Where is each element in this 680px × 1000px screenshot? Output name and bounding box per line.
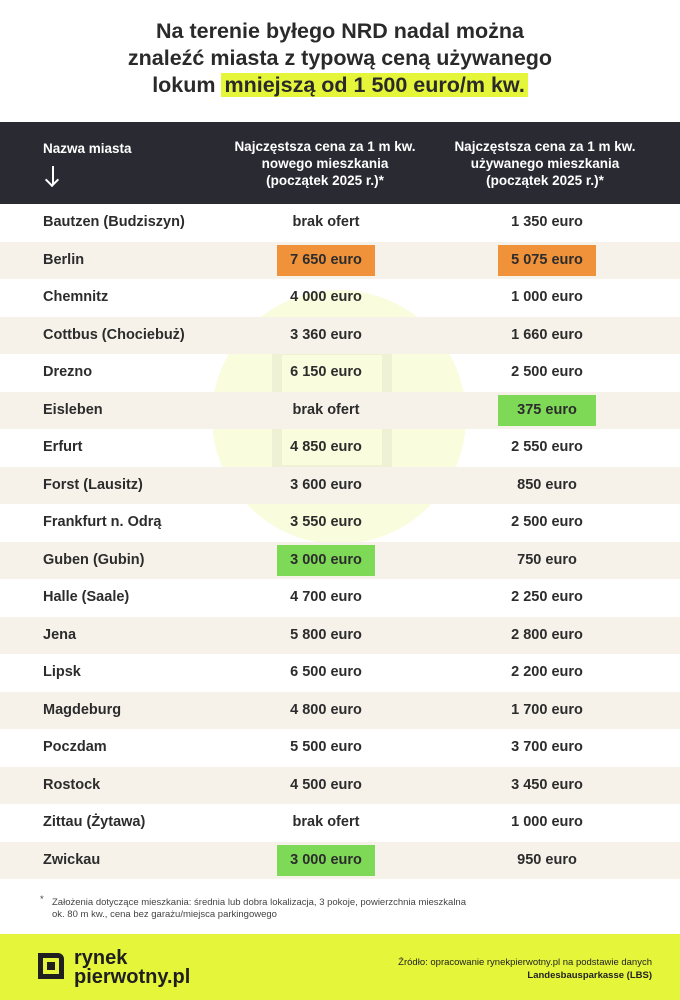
table-row <box>0 692 680 730</box>
city-name: Erfurt <box>43 439 83 455</box>
used-price: 3 700 euro <box>511 739 583 755</box>
source-line-2: Landesbausparkasse (LBS) <box>527 970 652 981</box>
footer <box>0 934 680 1000</box>
table-row <box>0 654 680 692</box>
city-name: Bautzen (Budziszyn) <box>43 214 185 230</box>
city-name: Guben (Gubin) <box>43 551 145 568</box>
used-price: 1 350 euro <box>511 214 583 230</box>
header-used-line-1: Najczęstsza cena za 1 m kw. <box>454 139 636 154</box>
header-new-line-1: Najczęstsza cena za 1 m kw. <box>234 139 416 154</box>
arrow-down-icon <box>52 166 54 184</box>
table-row <box>0 579 680 617</box>
new-price: 4 700 euro <box>290 589 362 605</box>
used-price: 1 000 euro <box>511 814 583 830</box>
logo-text-line-1: rynek <box>74 947 128 969</box>
city-name: Frankfurt n. Odrą <box>43 514 162 530</box>
city-name: Poczdam <box>43 739 107 755</box>
used-price: 1 660 euro <box>511 326 583 343</box>
table-row <box>0 392 680 430</box>
table-row <box>0 767 680 805</box>
city-name: Zittau (Żytawa) <box>43 814 146 830</box>
title-highlight: mniejszą od 1 500 euro/m kw. <box>221 73 527 97</box>
new-price: brak ofert <box>292 814 360 830</box>
table-row <box>0 242 680 280</box>
city-name: Rostock <box>43 776 101 793</box>
city-name: Halle (Saale) <box>43 589 130 605</box>
used-price-max: 5 075 euro <box>498 245 596 276</box>
city-name: Zwickau <box>43 851 101 868</box>
new-price: 4 800 euro <box>290 701 362 718</box>
new-price: 4 500 euro <box>290 776 362 793</box>
footnote <box>40 894 562 921</box>
table-row <box>0 804 680 842</box>
used-price: 2 550 euro <box>511 439 583 455</box>
page-title <box>0 18 680 99</box>
new-price: 3 600 euro <box>290 476 362 493</box>
logo-text-line-2: pierwotny.pl <box>74 966 191 988</box>
table-row <box>0 617 680 655</box>
city-name: Berlin <box>43 251 85 268</box>
footnote-line-1: Założenia dotyczące mieszkania: średnia lub dobra lokalizacja, 3 pokoje, powierzchnia mieszkalna <box>52 897 466 908</box>
table-row <box>0 279 680 317</box>
city-name: Jena <box>43 626 77 643</box>
new-price: 4 850 euro <box>290 439 362 455</box>
table-row <box>0 842 680 880</box>
used-price: 3 450 euro <box>511 776 583 793</box>
new-price-min: 3 000 euro <box>277 845 375 876</box>
footnote-star: * <box>40 894 44 905</box>
table-row <box>0 542 680 580</box>
new-price-min: 3 000 euro <box>277 545 375 576</box>
header-used-line-2: używanego mieszkania <box>470 156 620 171</box>
new-price: 3 550 euro <box>290 514 362 530</box>
used-price: 2 500 euro <box>511 514 583 530</box>
header-city: Nazwa miasta <box>43 141 132 156</box>
source-note <box>398 956 652 982</box>
new-price: brak ofert <box>292 401 360 418</box>
used-price: 1 700 euro <box>511 701 583 718</box>
city-name: Lipsk <box>43 664 81 680</box>
city-name: Eisleben <box>43 401 103 418</box>
used-price: 850 euro <box>517 476 577 493</box>
used-price: 1 000 euro <box>511 289 583 305</box>
new-price: brak ofert <box>292 214 360 230</box>
table-row <box>0 354 680 392</box>
header-new-line-2: nowego mieszkania <box>261 156 389 171</box>
new-price: 5 800 euro <box>290 626 362 643</box>
used-price: 2 500 euro <box>511 364 583 380</box>
new-price: 5 500 euro <box>290 739 362 755</box>
city-name: Cottbus (Chociebuż) <box>43 326 185 343</box>
source-line-1: Źródło: opracowanie rynekpierwotny.pl na podstawie danych <box>398 957 652 968</box>
table-row <box>0 729 680 767</box>
used-price: 2 200 euro <box>511 664 583 680</box>
header-used-price <box>445 138 645 189</box>
used-price: 950 euro <box>517 851 577 868</box>
table-row <box>0 317 680 355</box>
city-name: Magdeburg <box>43 701 122 718</box>
new-price: 6 150 euro <box>290 364 362 380</box>
table-row <box>0 204 680 242</box>
new-price: 3 360 euro <box>290 326 362 343</box>
header-new-price <box>225 138 425 189</box>
footnote-line-2: ok. 80 m kw., cena bez garażu/miejsca parkingowego <box>52 909 277 920</box>
new-price: 4 000 euro <box>290 289 362 305</box>
new-price-max: 7 650 euro <box>277 245 375 276</box>
header-used-line-3: (początek 2025 r.)* <box>486 173 604 188</box>
table-row <box>0 504 680 542</box>
table-body <box>0 204 680 879</box>
used-price: 750 euro <box>517 551 577 568</box>
title-line-3 <box>0 72 680 99</box>
city-name: Forst (Lausitz) <box>43 476 143 493</box>
rynekpierwotny-logo-icon <box>38 953 64 979</box>
city-name: Chemnitz <box>43 289 109 305</box>
used-price: 2 250 euro <box>511 589 583 605</box>
title-line-3-prefix: lokum <box>152 73 222 97</box>
table-row <box>0 429 680 467</box>
title-line-1: Na terenie byłego NRD nadal można <box>156 19 524 43</box>
new-price: 6 500 euro <box>290 664 362 680</box>
used-price-min: 375 euro <box>498 395 596 426</box>
table-row <box>0 467 680 505</box>
city-name: Drezno <box>43 364 93 380</box>
used-price: 2 800 euro <box>511 626 583 643</box>
title-line-2: znaleźć miasta z typową ceną używanego <box>127 46 553 70</box>
header-new-line-3: (początek 2025 r.)* <box>266 173 384 188</box>
table-header <box>0 122 680 204</box>
